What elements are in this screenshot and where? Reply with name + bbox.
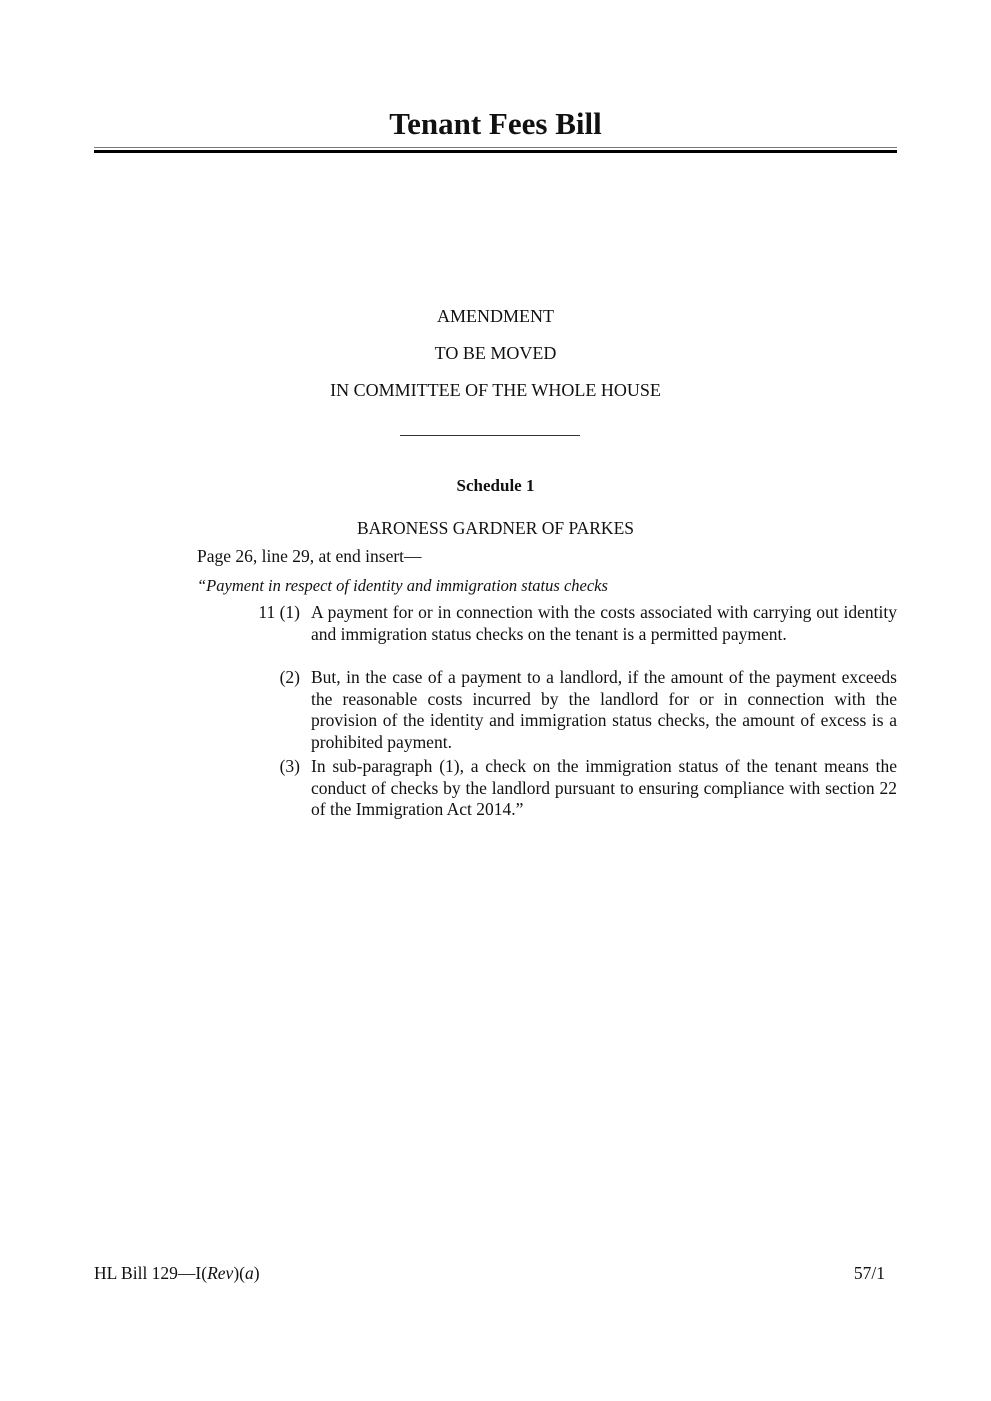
paragraph-3 <box>0 756 991 826</box>
separator-rule <box>400 435 580 436</box>
to-be-moved-heading: TO BE MOVED <box>434 343 557 363</box>
amendment-heading: AMENDMENT <box>437 306 554 326</box>
bill-ref-rev: Rev <box>207 1263 234 1283</box>
schedule-heading: Schedule 1 <box>456 476 535 495</box>
paragraph-number: (2) <box>279 667 300 687</box>
paragraph-text: But, in the case of a payment to a landlord, if the amount of the payment exceeds the reasonable costs incurred by the landlord for or in connection with the provision of the identity and immigration status checks, the amount of excess is a prohibited payment. <box>311 667 897 752</box>
mover-name: BARONESS GARDNER OF PARKES <box>357 518 634 538</box>
bill-ref-end: ) <box>253 1263 260 1283</box>
amendment-instruction: Page 26, line 29, at end insert— <box>197 546 422 566</box>
bill-ref-a: a <box>244 1263 254 1283</box>
title-rule-thick <box>94 150 897 153</box>
bill-ref-mid: )( <box>233 1263 245 1283</box>
paragraph-text: In sub-paragraph (1), a check on the immigration status of the tenant means the conduct of checks by the landlord pursuant to ensuring compliance with section 22 of the Immigration Act 2014.” <box>311 756 897 819</box>
bill-title: Tenant Fees Bill <box>389 106 602 141</box>
paragraph-number: (3) <box>279 756 300 776</box>
bill-reference <box>94 1263 260 1285</box>
paragraph-2 <box>0 667 991 757</box>
page-reference: 57/1 <box>853 1263 885 1283</box>
bill-ref-prefix: HL Bill 129—I( <box>94 1263 208 1283</box>
paragraph-number: 11 (1) <box>258 602 300 622</box>
paragraph-text: A payment for or in connection with the costs associated with carrying out identity and immigration status checks on the tenant is a permitted payment. <box>311 602 897 644</box>
paragraph-1 <box>0 602 991 672</box>
committee-heading: IN COMMITTEE OF THE WHOLE HOUSE <box>330 380 661 400</box>
inserted-heading: “Payment in respect of identity and immigration status checks <box>197 576 608 595</box>
title-rule-thin <box>94 147 897 148</box>
